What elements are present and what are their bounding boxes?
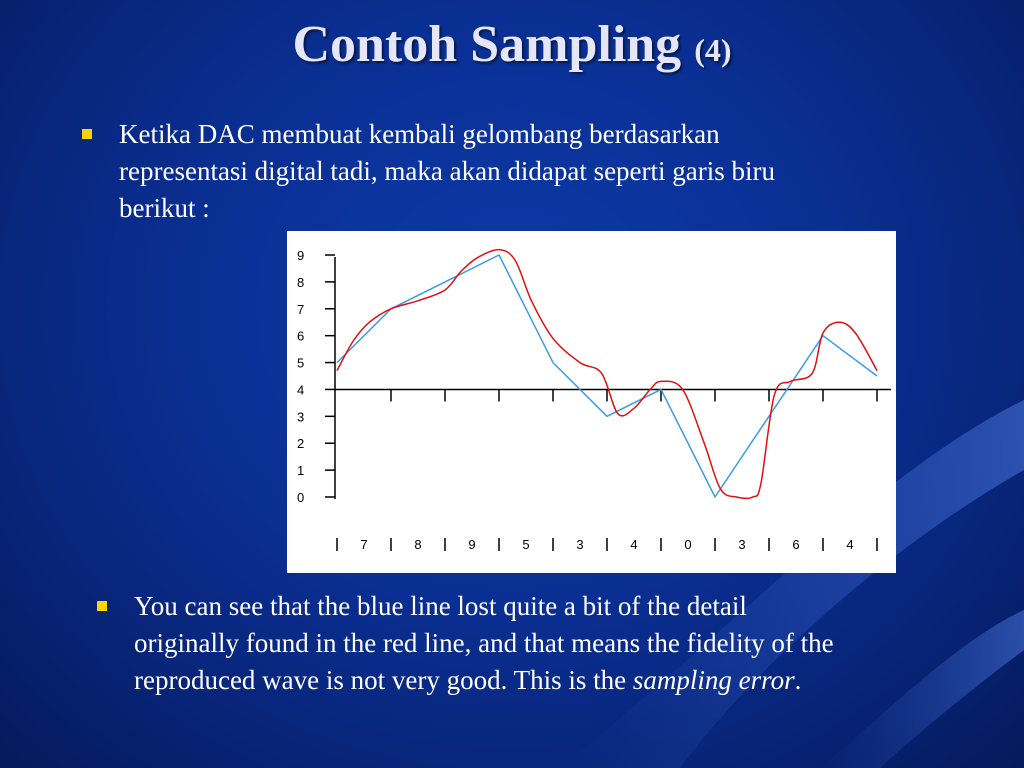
y-tick-label: 6: [297, 328, 305, 344]
sample-value-label: 3: [576, 537, 584, 552]
sample-value-label: 8: [414, 537, 422, 552]
bullet-text-2-body: You can see that the blue line lost quite a bit of the detail originally found in the red line, and that means the fidelity of the reproduced wave is not very good. This is the: [134, 591, 834, 695]
slide-title: [0, 10, 1024, 85]
sample-value-label: 0: [684, 537, 692, 552]
bullet-item-2: [97, 588, 857, 699]
bullet-square-icon: [97, 601, 107, 611]
y-tick-label: 0: [297, 490, 305, 505]
y-tick-label: 9: [297, 248, 305, 263]
sampling-chart: [287, 231, 896, 573]
sample-value-label: 9: [468, 537, 476, 552]
bullet-item-1: [82, 116, 852, 227]
y-tick-label: 7: [297, 301, 305, 317]
slide-title-suffix: (4): [694, 32, 732, 68]
slide-title-main: Contoh Sampling: [292, 16, 682, 73]
red-original-wave: [337, 250, 877, 499]
sample-value-label: 5: [522, 537, 530, 552]
sample-value-label: 7: [360, 537, 368, 552]
y-tick-label: 4: [297, 382, 305, 398]
sample-value-label: 3: [738, 537, 746, 552]
bullet-text-2: [134, 588, 857, 699]
sample-value-label: 4: [630, 537, 638, 552]
bullet-square-icon: [82, 129, 92, 139]
y-tick-label: 2: [297, 436, 305, 452]
y-tick-label: 5: [297, 355, 305, 371]
blue-reconstructed-line: [337, 255, 877, 497]
bullet-text-1: Ketika DAC membuat kembali gelombang berdasarkan representasi digital tadi, maka akan didapat seperti garis biru berikut :: [119, 119, 776, 223]
sample-value-label: 4: [846, 537, 854, 552]
chart-panel: [287, 231, 896, 573]
y-tick-label: 8: [297, 274, 305, 290]
y-tick-label: 1: [297, 463, 305, 479]
bullet-text-2-end: .: [794, 665, 802, 695]
y-tick-label: 3: [297, 409, 305, 425]
bullet-text-2-emphasis: sampling error: [632, 665, 795, 695]
sample-value-label: 6: [792, 537, 800, 552]
